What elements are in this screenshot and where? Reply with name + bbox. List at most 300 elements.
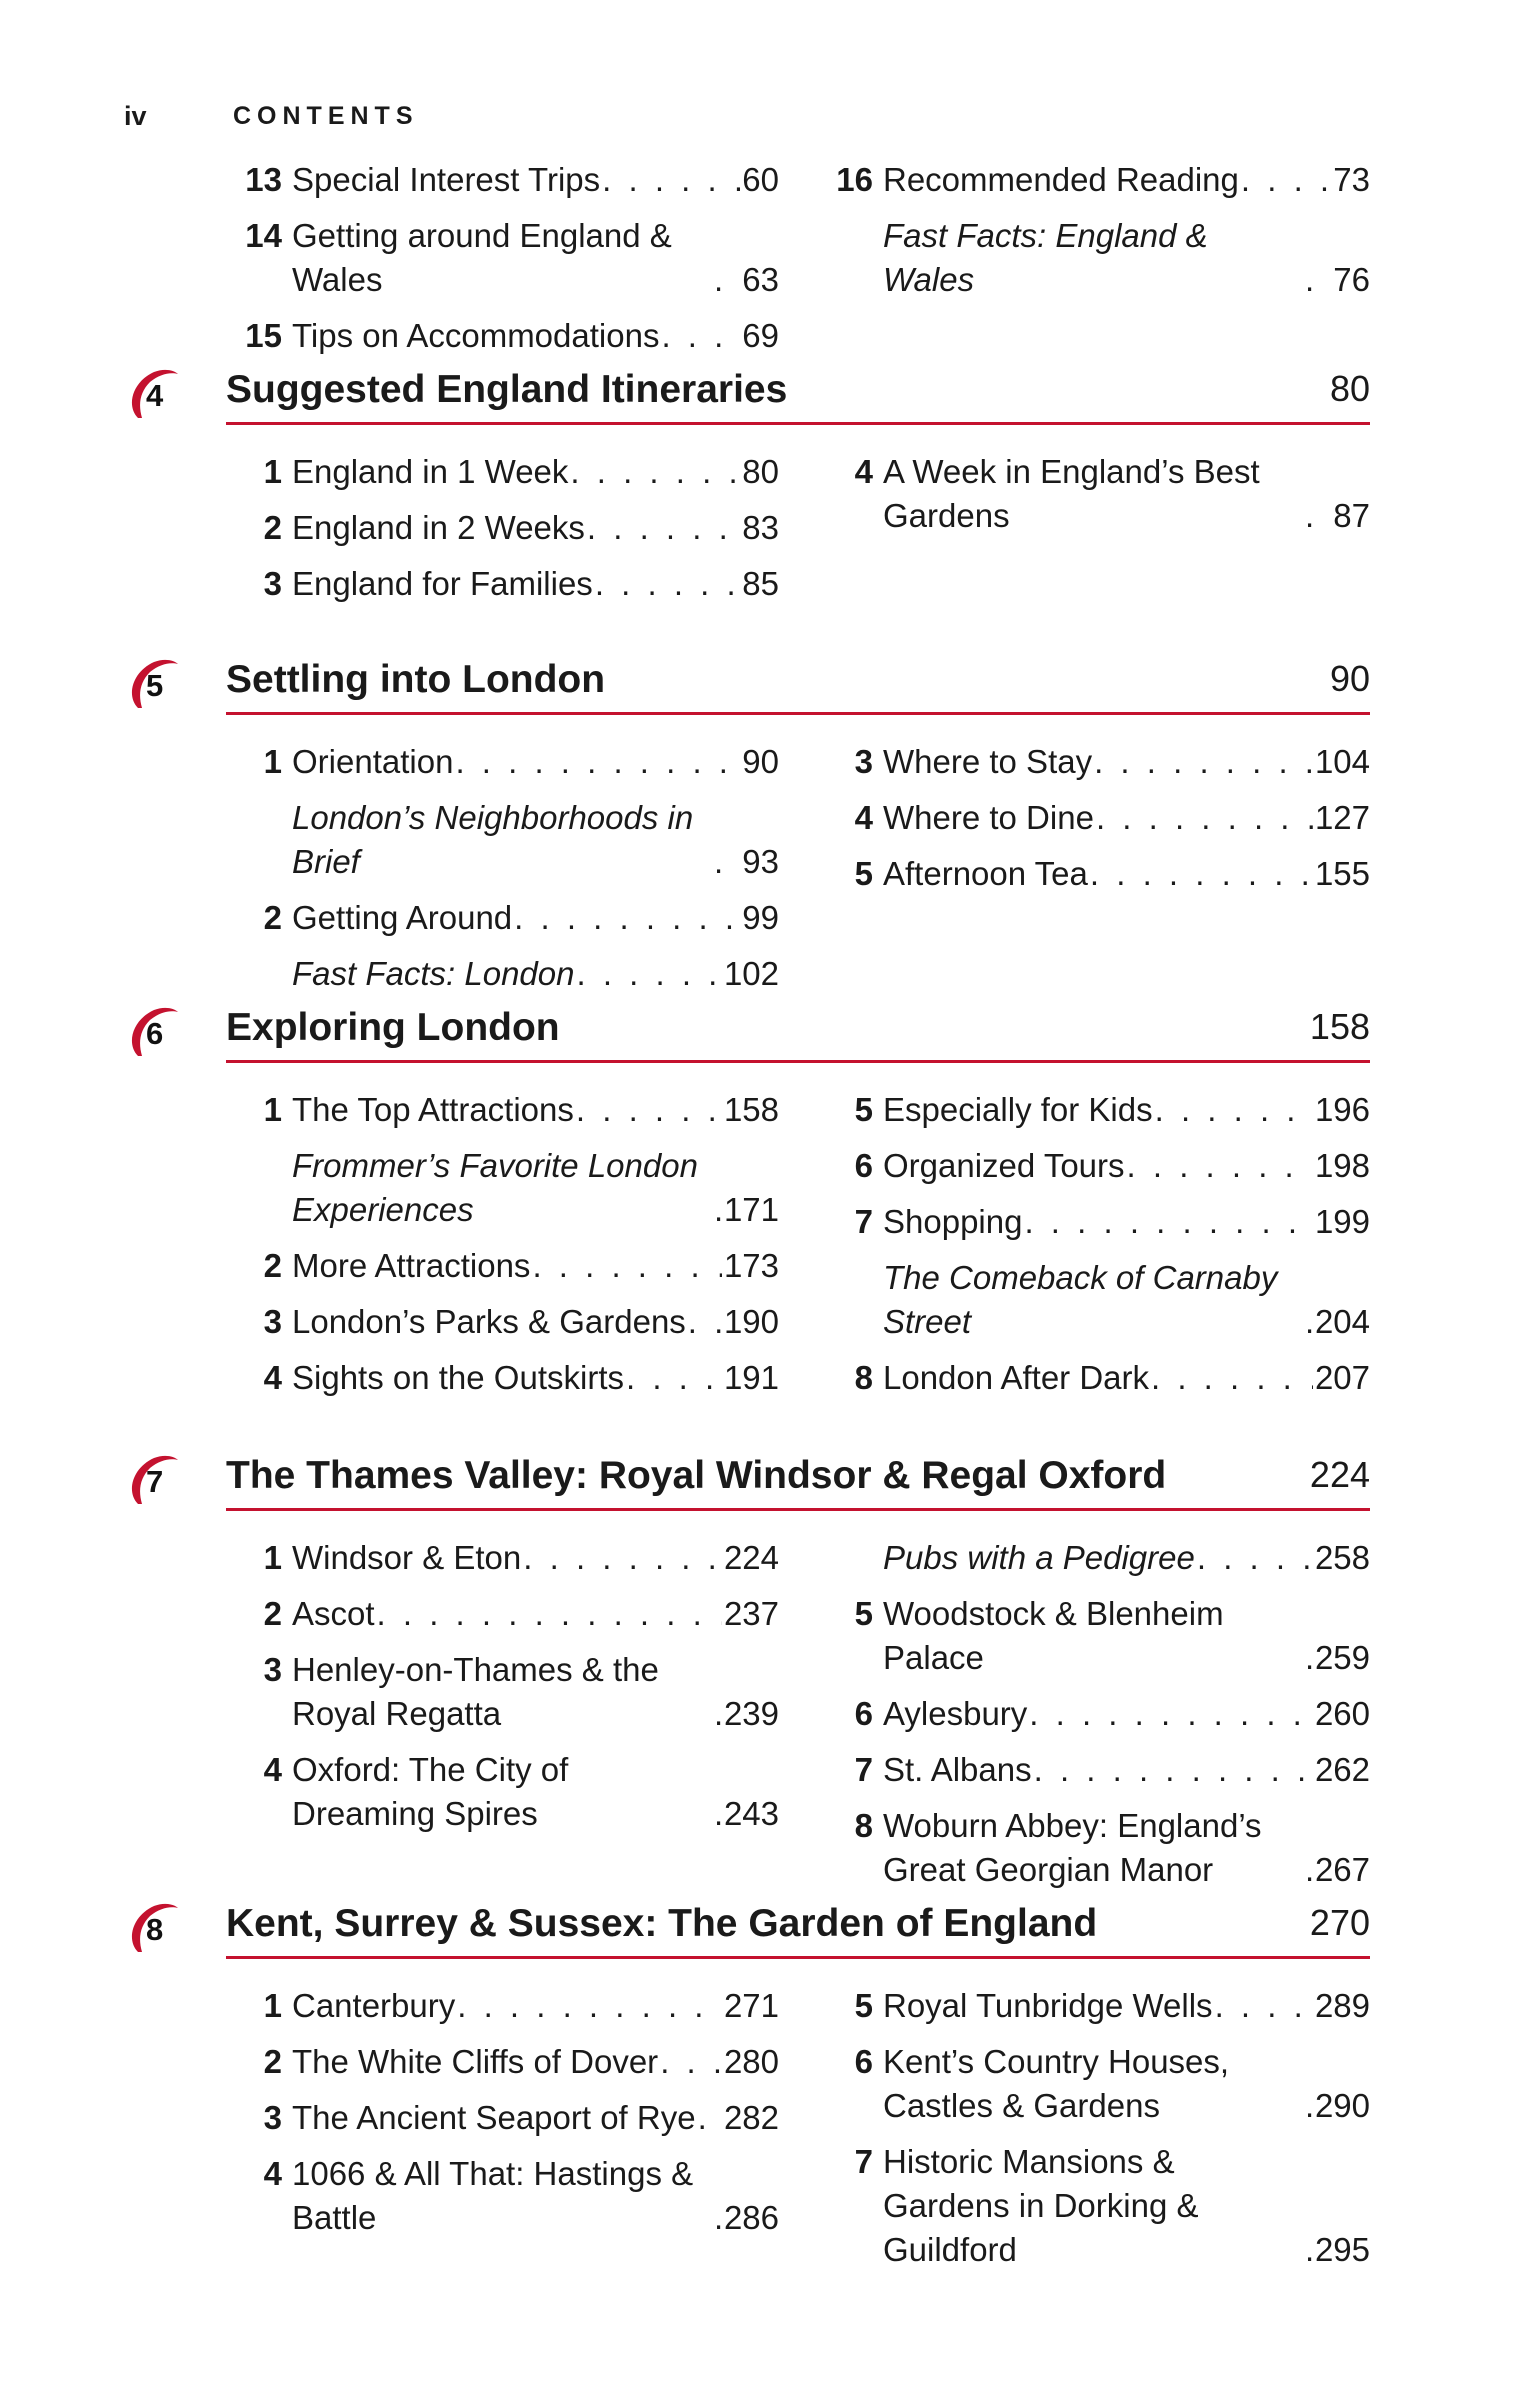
entry-body [292,1592,779,1636]
chapter-8 [124,1892,1370,2284]
chapter-number: 8 [146,1912,164,1947]
entry-title: The Ancient Seaport of Rye [292,2099,696,2136]
right-column [817,1088,1370,1412]
entry-number: 15 [245,317,282,354]
dot-leader [532,1244,722,1288]
entry-page: 80 [742,453,779,490]
entry-body [883,1748,1370,1792]
entry-page: 199 [1314,1203,1370,1240]
entry-page: 196 [1314,1091,1370,1128]
chapter-number-badge [124,656,184,712]
right-column [817,1536,1370,1904]
chapter-number: 4 [146,378,164,413]
entry-number: 7 [854,2143,873,2180]
left-column [226,1984,779,2284]
entry-body [292,158,779,202]
entry-number: 1 [263,1987,282,2024]
dot-leader [514,896,740,940]
entry-body [292,214,779,302]
left-column [226,450,779,618]
entry-title: Frommer’s Favorite London Experiences [292,1147,698,1228]
dot-leader [602,158,740,202]
entry-number: 3 [854,743,873,780]
dot-leader [576,1088,722,1132]
entry-page: 198 [1314,1147,1370,1184]
entry-page: 85 [742,565,779,602]
toc-entry[interactable] [817,852,1370,896]
toc-entry[interactable] [226,1300,779,1344]
chapter-number-badge [124,366,184,422]
toc-entry[interactable] [817,796,1370,840]
toc-entry[interactable] [226,2096,779,2140]
entry-number: 8 [854,1359,873,1396]
entry-title: The White Cliffs of Dover [292,2043,659,2080]
entry-body [883,2040,1370,2128]
entry-body [883,2140,1370,2272]
entry-number: 4 [263,1359,282,1396]
chapter-entries [226,1088,1370,1412]
dot-leader [523,1536,722,1580]
entry-number: 3 [263,2099,282,2136]
entry-title: More Attractions [292,1247,531,1284]
entry-title: Special Interest Trips [292,161,601,198]
toc-entry[interactable] [226,214,779,302]
chapter-page: 90 [1329,658,1370,699]
entry-body [883,740,1370,784]
toc-entry[interactable] [226,1984,779,2028]
dot-leader [714,1692,722,1736]
entry-page: 104 [1314,743,1370,780]
entry-body [883,796,1370,840]
dot-leader [1305,1636,1313,1680]
entry-number: 5 [854,855,873,892]
entry-title: Aylesbury [883,1695,1028,1732]
entry-title: Where to Stay [883,743,1093,780]
chapter-entries [226,740,1370,1008]
dot-leader [1305,1848,1313,1892]
chapter-page: 80 [1329,368,1370,409]
chapter-4 [124,358,1370,618]
toc-entry[interactable] [226,1592,779,1636]
toc-entry[interactable] [226,1244,779,1288]
entry-title: Historic Mansions & Gardens in Dorking & Guildford [883,2143,1199,2268]
chapter-7 [124,1444,1370,1904]
chapter-title[interactable]: Settling into London [226,658,606,701]
page-header [124,96,419,136]
toc-entry[interactable] [817,1536,1370,1580]
chapter-number: 7 [146,1464,164,1499]
entry-body [292,1536,779,1580]
chapter-page: 270 [1309,1902,1370,1943]
entry-page: 102 [723,955,779,992]
toc-entry[interactable] [817,1804,1370,1892]
dot-leader [698,2096,722,2140]
dot-leader [1305,494,1331,538]
entry-body [292,450,779,494]
chapter-divider [226,1956,1370,1959]
toc-entry[interactable] [226,314,779,358]
toc-entry[interactable] [226,2040,779,2084]
entry-body [883,1256,1370,1344]
entry-body [292,796,779,884]
entry-title: Fast Facts: England & Wales [883,217,1208,298]
entry-number: 4 [854,799,873,836]
toc-entry[interactable] [817,1984,1370,2028]
toc-entry[interactable] [226,1536,779,1580]
dot-leader [455,740,740,784]
entry-title: Windsor & Eton [292,1539,522,1576]
chapter-entries [226,1536,1370,1904]
entry-page: 262 [1314,1751,1370,1788]
toc-entry[interactable] [817,1088,1370,1132]
entry-title: Organized Tours [883,1147,1125,1184]
toc-entry[interactable] [226,158,779,202]
entry-title: Fast Facts: London [292,955,575,992]
entry-title: Tips on Accommodations [292,317,660,354]
entry-title: Royal Tunbridge Wells [883,1987,1213,2024]
left-column [226,1088,779,1412]
chapter-divider [226,1508,1370,1511]
entry-body [883,214,1370,302]
dot-leader [1029,1692,1313,1736]
dot-leader [576,952,721,996]
toc-entry[interactable] [226,1748,779,1836]
toc-entry[interactable] [226,896,779,940]
entry-body [883,1200,1370,1244]
entry-title: Kent’s Country Houses, Castles & Gardens [883,2043,1230,2124]
chapter-number: 6 [146,1016,164,1051]
entry-title: England for Families [292,565,593,602]
entry-title: Orientation [292,743,454,780]
entry-page: 190 [723,1303,779,1340]
entry-page: 73 [1333,161,1370,198]
entry-page: 260 [1314,1695,1370,1732]
entry-page: 286 [723,2199,779,2236]
entry-number: 14 [245,217,282,254]
chapter-divider [226,712,1370,715]
entry-body [292,1648,779,1736]
entry-body [883,1356,1370,1400]
entry-page: 171 [723,1191,779,1228]
intro-right-column [817,158,1370,370]
entry-number: 7 [854,1751,873,1788]
entry-page: 258 [1314,1539,1370,1576]
entry-title: Sights on the Outskirts [292,1359,624,1396]
toc-entry[interactable] [817,1592,1370,1680]
entry-number: 5 [854,1595,873,1632]
chapter-number: 5 [146,668,164,703]
dot-leader [1305,1300,1313,1344]
contents-label: CONTENTS [233,101,419,130]
chapter-header [124,358,1370,430]
entry-title: Especially for Kids [883,1091,1153,1128]
entry-title: Henley-on-Thames & the Royal Regatta [292,1651,659,1732]
toc-entry[interactable] [226,2152,779,2240]
entry-number: 16 [836,161,873,198]
left-column [226,1536,779,1904]
toc-entry[interactable] [226,450,779,494]
dot-leader [1127,1144,1313,1188]
dot-leader [661,314,740,358]
toc-entry[interactable] [226,1356,779,1400]
entry-body [292,562,779,606]
entry-title: England in 1 Week [292,453,569,490]
dot-leader [1151,1356,1313,1400]
toc-entry[interactable] [226,796,779,884]
entry-number: 1 [263,1539,282,1576]
entry-title: Recommended Reading [883,161,1239,198]
entry-page: 127 [1314,799,1370,836]
toc-entry[interactable] [817,214,1370,302]
entry-number: 8 [854,1807,873,1844]
page-number: iv [124,100,147,131]
entry-body [883,158,1370,202]
entry-title: Canterbury [292,1987,456,2024]
toc-entry[interactable] [817,1356,1370,1400]
entry-number: 2 [263,899,282,936]
chapter-number-badge [124,1004,184,1060]
entry-number: 4 [263,1751,282,1788]
entry-number: 6 [854,1695,873,1732]
entry-page: 158 [723,1091,779,1128]
toc-entry[interactable] [817,1748,1370,1792]
entry-number: 3 [263,565,282,602]
entry-page: 191 [723,1359,779,1396]
entry-page: 99 [742,899,779,936]
entry-page: 63 [742,261,779,298]
entry-number: 7 [854,1203,873,1240]
entry-body [292,2096,779,2140]
entry-title: London’s Neighborhoods in Brief [292,799,694,880]
dot-leader [570,450,740,494]
chapter-page: 224 [1309,1454,1370,1495]
entry-body [292,1244,779,1288]
entry-page: 289 [1314,1987,1370,2024]
chapter-header [124,996,1370,1068]
entry-body [292,1300,779,1344]
entry-title: England in 2 Weeks [292,509,585,546]
entry-number: 2 [263,1247,282,1284]
toc-entry[interactable] [226,1144,779,1232]
entry-body [292,314,779,358]
chapter-number-badge [124,1452,184,1508]
dot-leader [1090,852,1313,896]
chapter-number-badge [124,1900,184,1956]
entry-page: 173 [723,1247,779,1284]
entry-page: 271 [723,1987,779,2024]
entry-page: 207 [1314,1359,1370,1396]
entry-body [883,1804,1370,1892]
entry-body [883,1692,1370,1736]
entry-number: 6 [854,2043,873,2080]
dot-leader [1155,1088,1313,1132]
entry-body [292,1088,779,1132]
entry-title: Woburn Abbey: England’s Great Georgian Manor [883,1807,1262,1888]
dot-leader [714,840,740,884]
entry-title: Pubs with a Pedigree [883,1539,1195,1576]
dot-leader [1096,796,1313,840]
dot-leader [457,1984,722,2028]
entry-number: 5 [854,1987,873,2024]
entry-body [292,2040,779,2084]
entry-body [292,1984,779,2028]
entry-number: 4 [263,2155,282,2192]
entry-page: 295 [1314,2231,1370,2268]
entry-page: 83 [742,509,779,546]
dot-leader [595,562,740,606]
entry-body [292,2152,779,2240]
toc-entry[interactable] [226,1088,779,1132]
entry-title: The Top Attractions [292,1091,574,1128]
chapter-header [124,1444,1370,1516]
entry-body [883,1536,1370,1580]
right-column [817,740,1370,1008]
entry-page: 282 [723,2099,779,2136]
entry-page: 155 [1314,855,1370,892]
chapter-title[interactable]: The Thames Valley: Royal Windsor & Regal Oxford [226,1454,1167,1497]
toc-entry[interactable] [817,450,1370,538]
entry-number: 5 [854,1091,873,1128]
toc-entry[interactable] [817,158,1370,202]
dot-leader [714,1792,722,1836]
entry-title: Woodstock & Blenheim Palace [883,1595,1224,1676]
entry-body [292,952,779,996]
entry-number: 13 [245,161,282,198]
chapter-title[interactable]: Kent, Surrey & Sussex: The Garden of England [226,1902,1098,1945]
entry-title: Getting around England & Wales [292,217,672,298]
dot-leader [1094,740,1313,784]
entry-number: 4 [854,453,873,490]
entry-number: 2 [263,2043,282,2080]
dot-leader [587,506,740,550]
chapter-page: 158 [1309,1006,1370,1047]
toc-entry[interactable] [226,952,779,996]
entry-number: 3 [263,1303,282,1340]
dot-leader [1215,1984,1313,2028]
entry-body [883,450,1370,538]
entry-page: 204 [1314,1303,1370,1340]
entry-page: 237 [723,1595,779,1632]
entry-title: Afternoon Tea [883,855,1088,892]
toc-entry[interactable] [817,2040,1370,2128]
toc-entry[interactable] [226,506,779,550]
entry-number: 2 [263,509,282,546]
entry-number: 3 [263,1651,282,1688]
chapter-title[interactable]: Suggested England Itineraries [226,368,788,411]
right-column [817,450,1370,618]
entry-page: 290 [1314,2087,1370,2124]
entry-title: Oxford: The City of Dreaming Spires [292,1751,569,1832]
dot-leader [660,2040,722,2084]
entry-number: 1 [263,1091,282,1128]
entry-body [883,852,1370,896]
dot-leader [1024,1200,1312,1244]
toc-entry[interactable] [226,1648,779,1736]
dot-leader [1241,158,1331,202]
dot-leader [1034,1748,1313,1792]
toc-entry[interactable] [817,740,1370,784]
chapter-entries [226,1984,1370,2284]
intro-section [226,158,1370,370]
entry-page: 239 [723,1695,779,1732]
entry-title: London After Dark [883,1359,1149,1396]
entry-body [292,1356,779,1400]
toc-entry[interactable] [226,562,779,606]
toc-entry[interactable] [817,1256,1370,1344]
entry-body [883,1984,1370,2028]
dot-leader [1305,258,1331,302]
toc-entry[interactable] [817,1692,1370,1736]
dot-leader [1197,1536,1313,1580]
entry-page: 243 [723,1795,779,1832]
entry-body [883,1592,1370,1680]
entry-body [292,1144,779,1232]
entry-number: 1 [263,453,282,490]
entry-title: Ascot [292,1595,375,1632]
toc-entry[interactable] [817,2140,1370,2272]
dot-leader [1305,2228,1313,2272]
entry-page: 224 [723,1539,779,1576]
entry-number: 1 [263,743,282,780]
entry-page: 280 [723,2043,779,2080]
entry-page: 69 [742,317,779,354]
toc-entry[interactable] [817,1144,1370,1188]
dot-leader [714,258,740,302]
chapter-entries [226,450,1370,618]
entry-page: 87 [1333,497,1370,534]
dot-leader [377,1592,722,1636]
chapter-header [124,1892,1370,1964]
entry-body [883,1088,1370,1132]
entry-title: A Week in England’s Best Gardens [883,453,1260,534]
dot-leader [714,1188,722,1232]
entry-number: 2 [263,1595,282,1632]
entry-page: 90 [742,743,779,780]
entry-title: Getting Around [292,899,513,936]
entry-body [292,1748,779,1836]
entry-title: Shopping [883,1203,1023,1240]
entry-body [292,506,779,550]
chapter-divider [226,422,1370,425]
chapter-header [124,648,1370,720]
dot-leader [626,1356,722,1400]
entry-body [883,1144,1370,1188]
chapter-title[interactable]: Exploring London [226,1006,560,1049]
toc-entry[interactable] [226,740,779,784]
toc-entry[interactable] [817,1200,1370,1244]
entry-title: St. Albans [883,1751,1032,1788]
entry-title: 1066 & All That: Hastings & Battle [292,2155,694,2236]
chapter-6 [124,996,1370,1412]
entry-page: 267 [1314,1851,1370,1888]
intro-left-column [226,158,779,370]
right-column [817,1984,1370,2284]
entry-title: London’s Parks & Gardens [292,1303,686,1340]
entry-number: 6 [854,1147,873,1184]
dot-leader [714,2196,722,2240]
dot-leader [1305,2084,1313,2128]
left-column [226,740,779,1008]
entry-page: 76 [1333,261,1370,298]
dot-leader [688,1300,722,1344]
chapter-divider [226,1060,1370,1063]
entry-page: 259 [1314,1639,1370,1676]
entry-body [292,896,779,940]
entry-title: Where to Dine [883,799,1094,836]
entry-title: The Comeback of Carnaby Street [883,1259,1278,1340]
entry-body [292,740,779,784]
entry-page: 60 [742,161,779,198]
